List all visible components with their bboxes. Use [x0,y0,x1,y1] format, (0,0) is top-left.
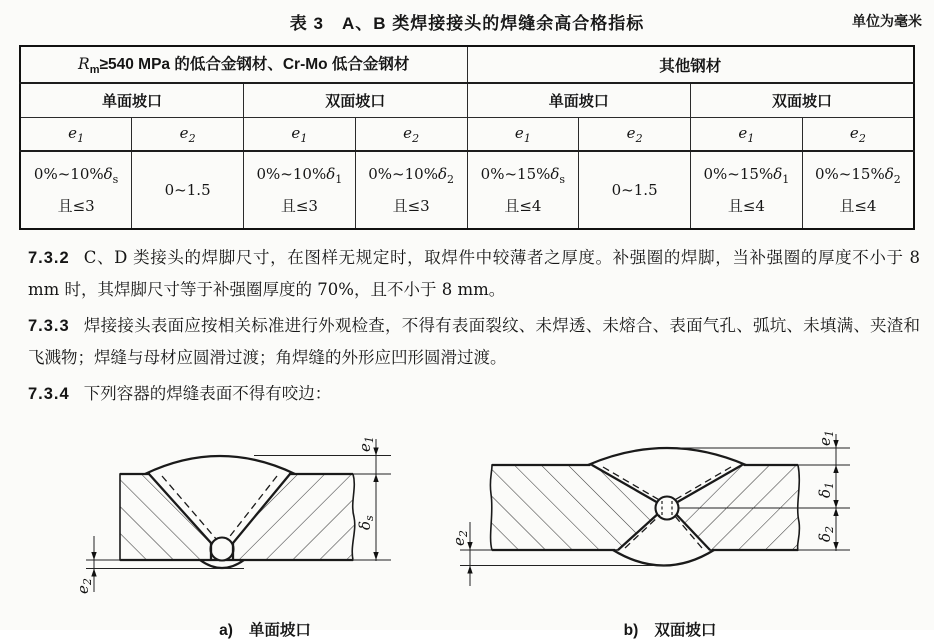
value-row [20,151,914,229]
clause-7-3-2 [28,242,920,305]
table-3-weld-reinforcement [19,45,915,230]
col-header-e2: $e_2$ [355,118,467,152]
group-header-low-alloy [20,46,467,83]
rm-subscript: m [89,64,100,77]
weld-cap [145,456,295,474]
figure-double-groove [440,418,870,640]
clause-text: 焊接接头表面应按相关标准进行外观检查，不得有表面裂纹、未焊透、未熔合、表面气孔、弧坑、未填满、夹渣和飞溅物；焊缝与母材应圆滑过渡；角焊缝的外形应凹形圆滑过渡。 [28,316,920,367]
group-header-other-steel: 其他钢材 [467,46,914,83]
cell-value: $0\%\sim 15\%\delta_s$ 且≤4 [467,151,579,229]
weld-cap-top [588,448,746,465]
dim-label-e2: $e_2$ [74,578,94,594]
groove-header-row [20,83,914,118]
rm-symbol: R [78,55,90,74]
cell-value: $0\%\sim 15\%\delta_1$ 且≤4 [691,151,803,229]
col-header-e2: $e_2$ [132,118,244,152]
clauses-block [28,242,920,410]
table-title-row [0,0,934,35]
clause-number: 7.3.4 [28,385,70,403]
col-header-e2: $e_2$ [579,118,691,152]
col-header-e1: $e_1$ [467,118,579,152]
dim-label-delta-2: $\delta_2$ [816,525,836,542]
dim-label-delta-s: $\delta_s$ [356,515,376,530]
dim-label-e1: $e_1$ [356,436,376,452]
groove-header-double-1: 双面坡口 [244,83,468,118]
clause-text: C、D 类接头的焊脚尺寸，在图样无规定时，取焊件中较薄者之厚度。补强圈的焊脚，当补强圈的厚度不小于 8 mm 时，其焊脚尺寸等于补强圈厚度的 70%，且不小于 8 mm。 [28,248,920,299]
cell-value: $0\%\sim 15\%\delta_2$ 且≤4 [802,151,914,229]
weld-cap-bottom [613,550,714,566]
cell-value: 0~1.5 [132,151,244,229]
figure-a-caption: a) 单面坡口 [219,622,311,639]
clause-7-3-4 [28,378,920,410]
single-groove-weld-diagram [58,418,418,614]
cell-value: $0\%\sim 10\%\delta_1$ 且≤3 [244,151,356,229]
dim-label-e2: $e_2$ [450,530,470,546]
col-header-e2: $e_2$ [802,118,914,152]
group-header-row [20,46,914,83]
clause-number: 7.3.2 [28,249,70,267]
figures-row [0,418,934,640]
plates-hatched [120,474,355,560]
clause-7-3-3 [28,310,920,373]
unit-note: 单位为毫米 [852,13,922,29]
table-title: 表 3 A、B 类焊接接头的焊缝余高合格指标 [289,14,645,33]
group1-text: ≥540 MPa 的低合金钢材、Cr-Mo 低合金钢材 [99,56,410,74]
col-header-e1: $e_1$ [20,118,132,152]
col-header-e1: $e_1$ [244,118,356,152]
groove-header-single-1: 单面坡口 [20,83,244,118]
col-header-e1: $e_1$ [691,118,803,152]
double-groove-weld-diagram [440,418,870,614]
cell-value: $0\%\sim 10\%\delta_s$ 且≤3 [20,151,132,229]
symbol-header-row [20,118,914,152]
cell-value: $0\%\sim 10\%\delta_2$ 且≤3 [355,151,467,229]
cell-value: 0~1.5 [579,151,691,229]
groove-header-double-2: 双面坡口 [691,83,915,118]
figure-b-caption: b) 双面坡口 [623,622,717,639]
clause-number: 7.3.3 [28,317,70,335]
clause-text: 下列容器的焊缝表面不得有咬边： [83,384,332,403]
groove-header-single-2: 单面坡口 [467,83,691,118]
figure-single-groove [58,418,418,640]
dim-label-delta-1: $\delta_1$ [816,481,836,498]
dim-label-e1: $e_1$ [816,430,836,446]
